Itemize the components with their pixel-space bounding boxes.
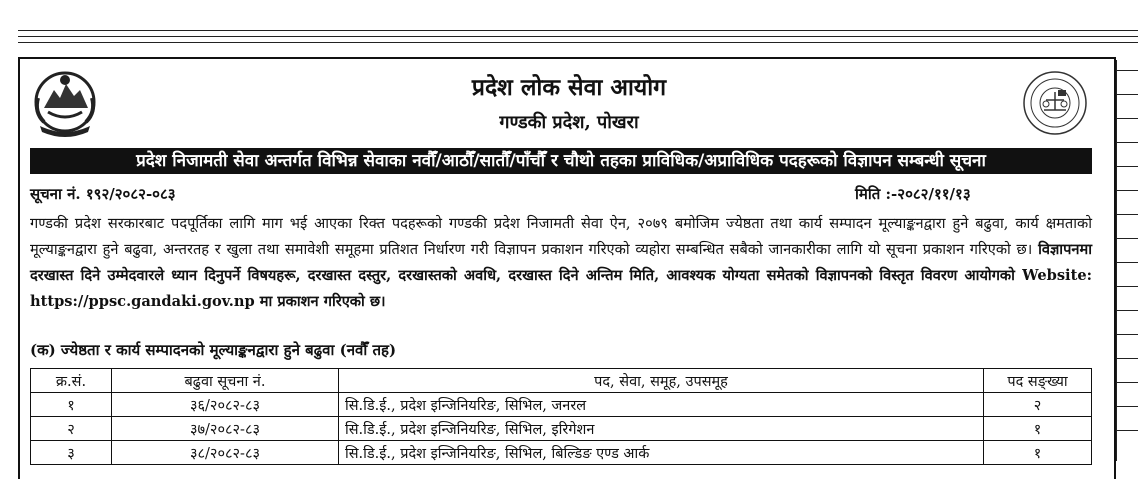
column-header-post: पद, सेवा, समूह, उपसमूह bbox=[339, 369, 984, 393]
table-row bbox=[31, 393, 1092, 417]
page-subtitle: गण्डकी प्रदेश, पोखरा bbox=[499, 112, 639, 133]
notice-paragraph bbox=[30, 211, 1092, 315]
column-header-serial: क्र.सं. bbox=[31, 369, 112, 393]
table-header-row bbox=[31, 369, 1092, 393]
table-row bbox=[31, 417, 1092, 441]
cell-post: सि.डि.ई., प्रदेश इन्जिनियरिङ, सिभिल, बिल्डिङ एण्ड आर्क bbox=[339, 441, 984, 465]
cell-notice-no: ३७/२०८२-८३ bbox=[112, 417, 339, 441]
cell-serial: १ bbox=[31, 393, 112, 417]
section-title: (क) ज्येष्ठता र कार्य सम्पादनको मूल्याङ्कनद्वारा हुने बढुवा (नवौँ तह) bbox=[30, 341, 397, 359]
cell-post: सि.डि.ई., प्रदेश इन्जिनियरिङ, सिभिल, जनरल bbox=[339, 393, 984, 417]
notice-number: सूचना नं. १९२/२०८२-०८३ bbox=[30, 185, 176, 203]
top-rule bbox=[18, 30, 1138, 31]
cell-notice-no: ३६/२०८२-८३ bbox=[112, 393, 339, 417]
cell-notice-no: ३८/२०८२-८३ bbox=[112, 441, 339, 465]
top-rule bbox=[18, 36, 1138, 37]
vacancy-table bbox=[30, 368, 1092, 465]
cell-count: २ bbox=[984, 393, 1092, 417]
column-header-count: पद सङ्ख्या bbox=[984, 369, 1092, 393]
top-rule bbox=[18, 42, 1138, 43]
page-title: प्रदेश लोक सेवा आयोग bbox=[471, 74, 667, 101]
cell-serial: ३ bbox=[31, 441, 112, 465]
cell-serial: २ bbox=[31, 417, 112, 441]
notice-banner: प्रदेश निजामती सेवा अन्तर्गत विभिन्न सेवाका नवौँ/आठौँ/सातौँ/पाँचौँ र चौथो तहका प्राविधिक/अप्राविधिक पदहरूको विज्ञापन सम्बन्धी सूचना bbox=[30, 148, 1092, 174]
paragraph-bold-text: विज्ञापनमा दरखास्त दिने उम्मेदवारले ध्यान दिनुपर्ने विषयहरू, दरखास्त दस्तुर, दरखास्तको अवधि, दरखास्त दिने अन्तिम मिति, आवश्यक योग्यता समेतको विज्ञापनको विस्तृत विवरण आयोगको Website: https://ppsc.gandaki.gov.np मा प्रकाशन गरिएको छ। bbox=[30, 241, 1092, 310]
cell-post: सि.डि.ई., प्रदेश इन्जिनियरिङ, सिभिल, इरिगेशन bbox=[339, 417, 984, 441]
column-header-notice-no: बढुवा सूचना नं. bbox=[112, 369, 339, 393]
paragraph-text: गण्डकी प्रदेश सरकारबाट पदपूर्तिका लागि माग भई आएका रिक्त पदहरूको गण्डकी प्रदेश निजामती सेवा ऐन, २०७९ बमोजिम ज्येष्ठता तथा कार्य सम्पादन मूल्याङ्कनद्वारा हुने बढुवा, कार्य क्षमताको मूल्याङ्कनद्वारा हुने बढुवा, अन्तरतह र खुला तथा समावेशी समूहमा प्रतिशत निर्धारण गरी विज्ञापन प्रकाशन गरिएको व्यहोरा सम्बन्धित सबैको जानकारीका लागि यो सूचना प्रकाशन गरिएको छ। bbox=[30, 215, 1092, 258]
notice-date: मिति :-२०८२/११/१३ bbox=[855, 185, 971, 203]
cell-count: १ bbox=[984, 441, 1092, 465]
cell-count: १ bbox=[984, 417, 1092, 441]
